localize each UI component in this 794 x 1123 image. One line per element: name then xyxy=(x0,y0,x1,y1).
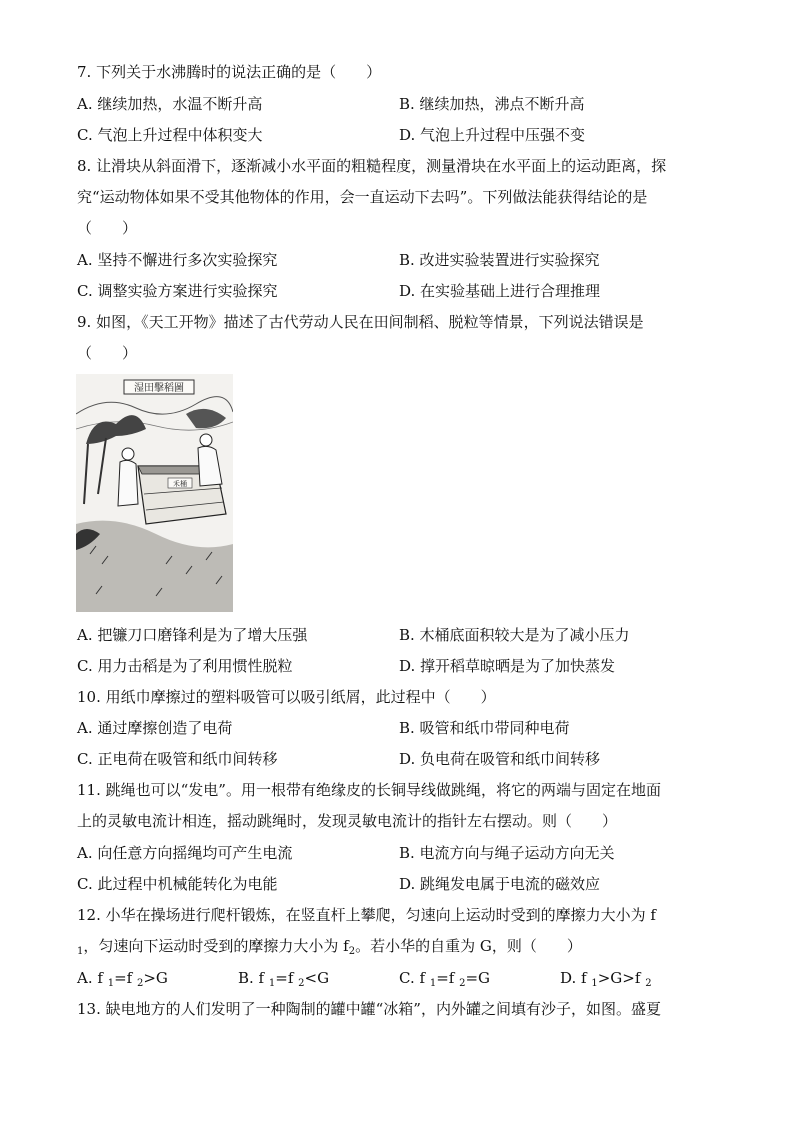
threshing-illustration xyxy=(76,374,233,612)
q12-stem-line2 xyxy=(77,936,582,958)
q7-stem: 7. 下列关于水沸腾时的说法正确的是（ ） xyxy=(77,63,382,81)
q8-stem-line3: （ ） xyxy=(77,219,138,237)
q11-option-c: C. 此过程中机械能转化为电能 xyxy=(77,875,278,893)
threshing-illustration-drawing xyxy=(76,374,233,612)
tree-foliage xyxy=(86,415,146,444)
q12-option-b xyxy=(238,968,329,990)
q12-stem-text: ，匀速向下运动时受到的摩擦力大小为 f xyxy=(83,937,349,955)
subscript: 2 xyxy=(298,978,305,989)
subscript: 1 xyxy=(107,978,115,989)
subscript: 1 xyxy=(429,978,437,989)
option-text: =f xyxy=(275,969,299,987)
q9-option-d: D. 撑开稻草晾晒是为了加快蒸发 xyxy=(399,657,616,675)
q7-option-d: D. 气泡上升过程中压强不变 xyxy=(399,126,586,144)
farmer-body xyxy=(118,460,138,506)
option-text: =f xyxy=(436,969,460,987)
q12-option-c xyxy=(399,968,490,990)
option-text: >G>f xyxy=(597,969,646,987)
option-text: =G xyxy=(465,969,491,987)
q8-option-c: C. 调整实验方案进行实验探究 xyxy=(77,282,278,300)
q7-option-a: A. 继续加热，水温不断升高 xyxy=(77,95,263,113)
q11-option-a: A. 向任意方向摇绳均可产生电流 xyxy=(77,844,293,862)
q11-option-d: D. 跳绳发电属于电流的磁效应 xyxy=(399,875,601,893)
q7-option-b: B. 继续加热，沸点不断升高 xyxy=(399,95,585,113)
option-text: C. f xyxy=(399,969,430,987)
q11-option-b: B. 电流方向与绳子运动方向无关 xyxy=(399,844,615,862)
subscript: 1 xyxy=(268,978,276,989)
q8-option-d: D. 在实验基础上进行合理推理 xyxy=(399,282,601,300)
tree-foliage xyxy=(186,409,226,428)
subscript: 2 xyxy=(136,978,144,989)
q12-stem-line1: 12. 小华在操场进行爬杆锻炼，在竖直杆上攀爬，匀速向上运动时受到的摩擦力大小为 f xyxy=(77,906,656,924)
farmer-head xyxy=(122,448,134,460)
farmer-body xyxy=(198,446,222,486)
option-text: >G xyxy=(143,969,168,987)
tree-trunk xyxy=(84,438,106,504)
subscript: 2 xyxy=(459,978,466,989)
q7-option-c: C. 气泡上升过程中体积变大 xyxy=(77,126,263,144)
q9-option-a: A. 把镰刀口磨锋利是为了增大压强 xyxy=(77,626,308,644)
option-text: B. f xyxy=(238,969,269,987)
q9-stem-line2: （ ） xyxy=(77,344,138,362)
q10-option-c: C. 正电荷在吸管和纸巾间转移 xyxy=(77,750,278,768)
figure-title: 湿田擊稻圖 xyxy=(134,383,184,394)
subscript: 1 xyxy=(591,978,598,989)
q10-option-b: B. 吸管和纸巾带同种电荷 xyxy=(399,719,570,737)
q10-stem: 10. 用纸巾摩擦过的塑料吸管可以吸引纸屑，此过程中（ ） xyxy=(77,688,496,706)
q8-stem-line2: 究“运动物体如果不受其他物体的作用，会一直运动下去吗”。下列做法能获得结论的是 xyxy=(77,188,648,206)
q8-option-b: B. 改进实验装置进行实验探究 xyxy=(399,251,600,269)
option-text: <G xyxy=(304,969,330,987)
q9-option-c: C. 用力击稻是为了利用惯性脱粒 xyxy=(77,657,293,675)
q10-option-a: A. 通过摩擦创造了电荷 xyxy=(77,719,233,737)
q9-stem-line1: 9. 如图，《天工开物》描述了古代劳动人民在田间制稻、脱粒等情景，下列说法错误是 xyxy=(77,313,644,331)
q9-option-b: B. 木桶底面积较大是为了减小压力 xyxy=(399,626,630,644)
q11-stem-line1: 11. 跳绳也可以“发电”。用一根带有绝缘皮的长铜导线做跳绳，将它的两端与固定在地面 xyxy=(77,781,661,799)
option-text: =f xyxy=(114,969,137,987)
subscript: 1 xyxy=(77,946,84,957)
tub-label: 禾桶 xyxy=(173,480,187,488)
subscript: 2 xyxy=(348,946,356,957)
option-text: D. f xyxy=(560,969,592,987)
q10-option-d: D. 负电荷在吸管和纸巾间转移 xyxy=(399,750,601,768)
q12-option-a xyxy=(77,968,168,990)
q8-option-a: A. 坚持不懈进行多次实验探究 xyxy=(77,251,278,269)
farmer-head xyxy=(200,434,212,446)
q13-stem-line1: 13. 缺电地方的人们发明了一种陶制的罐中罐“冰箱”，内外罐之间填有沙子，如图。盛夏 xyxy=(77,1000,661,1018)
q11-stem-line2: 上的灵敏电流计相连，摇动跳绳时，发现灵敏电流计的指针左右摆动。则（ ） xyxy=(77,812,618,830)
q12-option-d xyxy=(560,968,652,990)
q12-stem-text: 。若小华的自重为 G，则（ ） xyxy=(355,937,582,955)
option-text: A. f xyxy=(77,969,108,987)
q8-stem-line1: 8. 让滑块从斜面滑下，逐渐减小水平面的粗糙程度，测量滑块在水平面上的运动距离，探 xyxy=(77,157,667,175)
subscript: 2 xyxy=(645,978,652,989)
